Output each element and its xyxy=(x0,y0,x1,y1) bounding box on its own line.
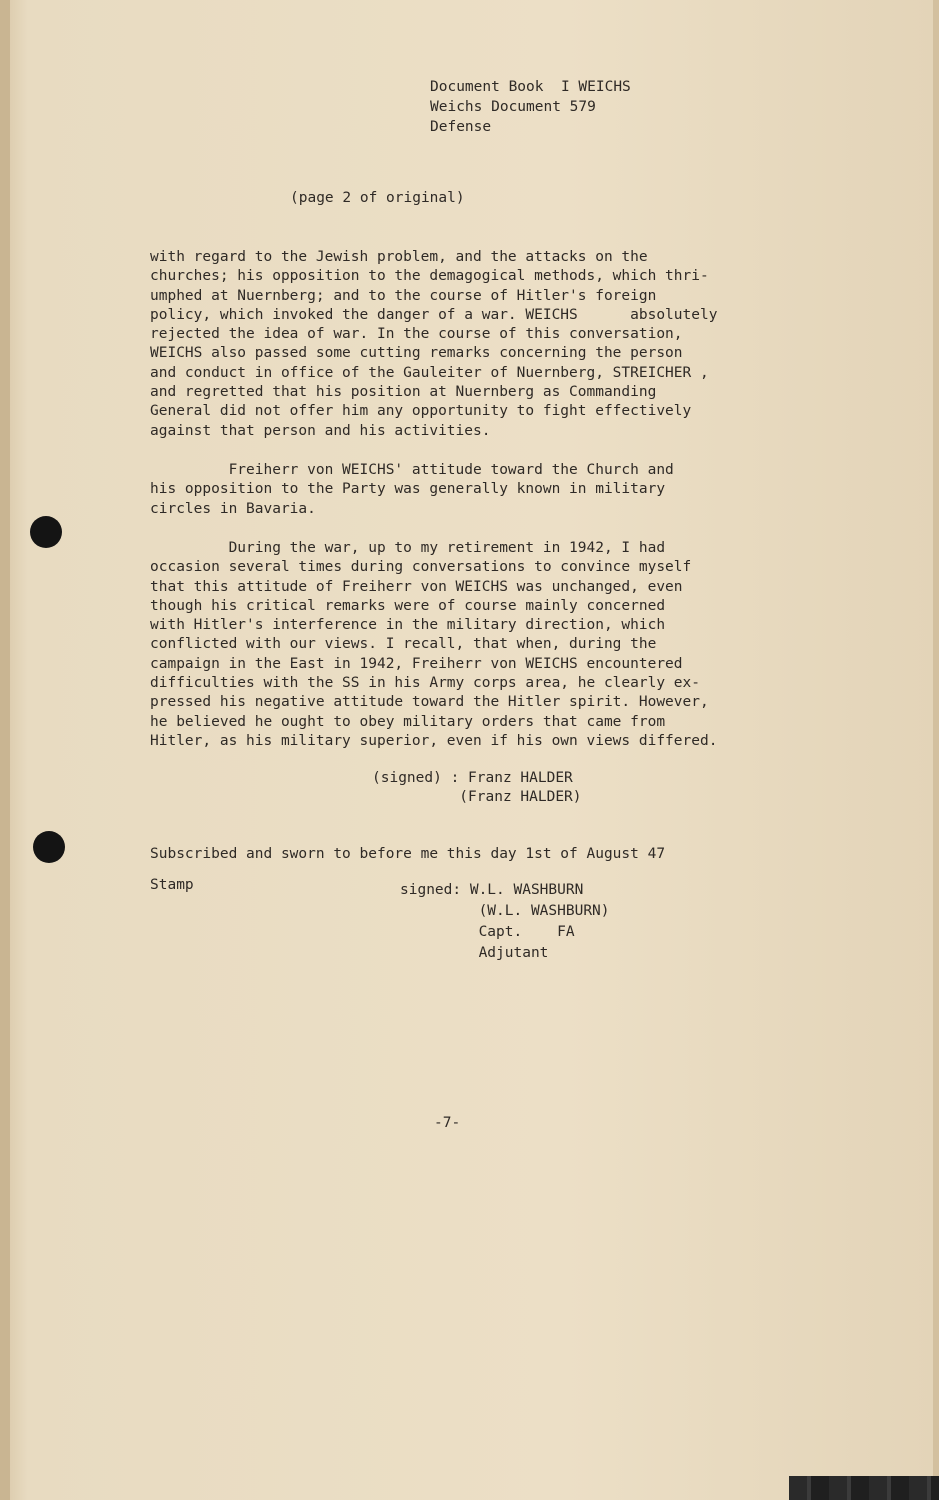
text-line: though his critical remarks were of course mainly concerned xyxy=(150,597,666,614)
binder-hole-top xyxy=(30,516,62,548)
text-line: churches; his opposition to the demagogical methods, which thri- xyxy=(150,268,709,285)
text-line: policy, which invoked the danger of a war. WEICHS absolutely xyxy=(150,306,718,323)
text-line: umphed at Nuernberg; and to the course of Hitler's foreign xyxy=(150,287,657,304)
notary-signed: signed: W.L. WASHBURN xyxy=(400,882,584,898)
text-line: General did not offer him any opportunity to fight effectively xyxy=(150,403,692,420)
paragraph-1 xyxy=(150,248,790,441)
text-line: with Hitler's interference in the military direction, which xyxy=(150,617,666,634)
header-line-book: Document Book I WEICHS xyxy=(430,79,631,95)
header-line-document: Weichs Document 579 xyxy=(430,99,596,115)
page-number: -7- xyxy=(434,1115,461,1131)
text-line: WEICHS also passed some cutting remarks concerning the person xyxy=(150,345,683,362)
signature-name: (Franz HALDER) xyxy=(372,789,582,805)
notary-title: Adjutant xyxy=(400,945,549,961)
text-line: conflicted with our views. I recall, that when, during the xyxy=(150,636,657,653)
text-line: circles in Bavaria. xyxy=(150,500,316,517)
stamp-label: Stamp xyxy=(150,877,194,893)
notary-name: (W.L. WASHBURN) xyxy=(400,903,610,919)
text-line: with regard to the Jewish problem, and the attacks on the xyxy=(150,249,648,265)
text-line: During the war, up to my retirement in 1942, I had xyxy=(150,540,666,556)
text-line: Hitler, as his military superior, even if his own views differed. xyxy=(150,732,718,749)
header-line-defense: Defense xyxy=(430,119,492,135)
paper-edge-right xyxy=(933,0,939,1500)
page-note: (page 2 of original) xyxy=(290,190,465,206)
paragraph-3 xyxy=(150,539,790,751)
paragraph-2 xyxy=(150,461,790,519)
notary-block xyxy=(400,880,610,964)
signature-block xyxy=(372,769,582,807)
text-line: occasion several times during conversations to convince myself xyxy=(150,559,692,576)
sworn-statement: Subscribed and sworn to before me this day 1st of August 47 xyxy=(150,846,666,862)
text-line: and regretted that his position at Nuernberg as Commanding xyxy=(150,384,657,401)
text-line: he believed he ought to obey military orders that came from xyxy=(150,713,666,730)
binder-hole-bottom xyxy=(33,831,65,863)
text-line: and conduct in office of the Gauleiter of Nuernberg, STREICHER , xyxy=(150,364,709,381)
notary-rank: Capt. FA xyxy=(400,924,575,940)
paper-edge-left xyxy=(0,0,10,1500)
scan-margin-strip xyxy=(789,1476,939,1500)
text-line: his opposition to the Party was generally known in military xyxy=(150,481,666,498)
text-line: campaign in the East in 1942, Freiherr von WEICHS encountered xyxy=(150,655,683,672)
text-line: that this attitude of Freiherr von WEICHS was unchanged, even xyxy=(150,578,683,595)
text-line: pressed his negative attitude toward the Hitler spirit. However, xyxy=(150,694,709,711)
document-header xyxy=(430,77,631,137)
signature-line: (signed) : Franz HALDER xyxy=(372,770,573,786)
text-line: rejected the idea of war. In the course of this conversation, xyxy=(150,326,683,343)
text-line: Freiherr von WEICHS' attitude toward the Church and xyxy=(150,462,674,478)
text-line: against that person and his activities. xyxy=(150,422,491,439)
text-line: difficulties with the SS in his Army corps area, he clearly ex- xyxy=(150,675,700,692)
